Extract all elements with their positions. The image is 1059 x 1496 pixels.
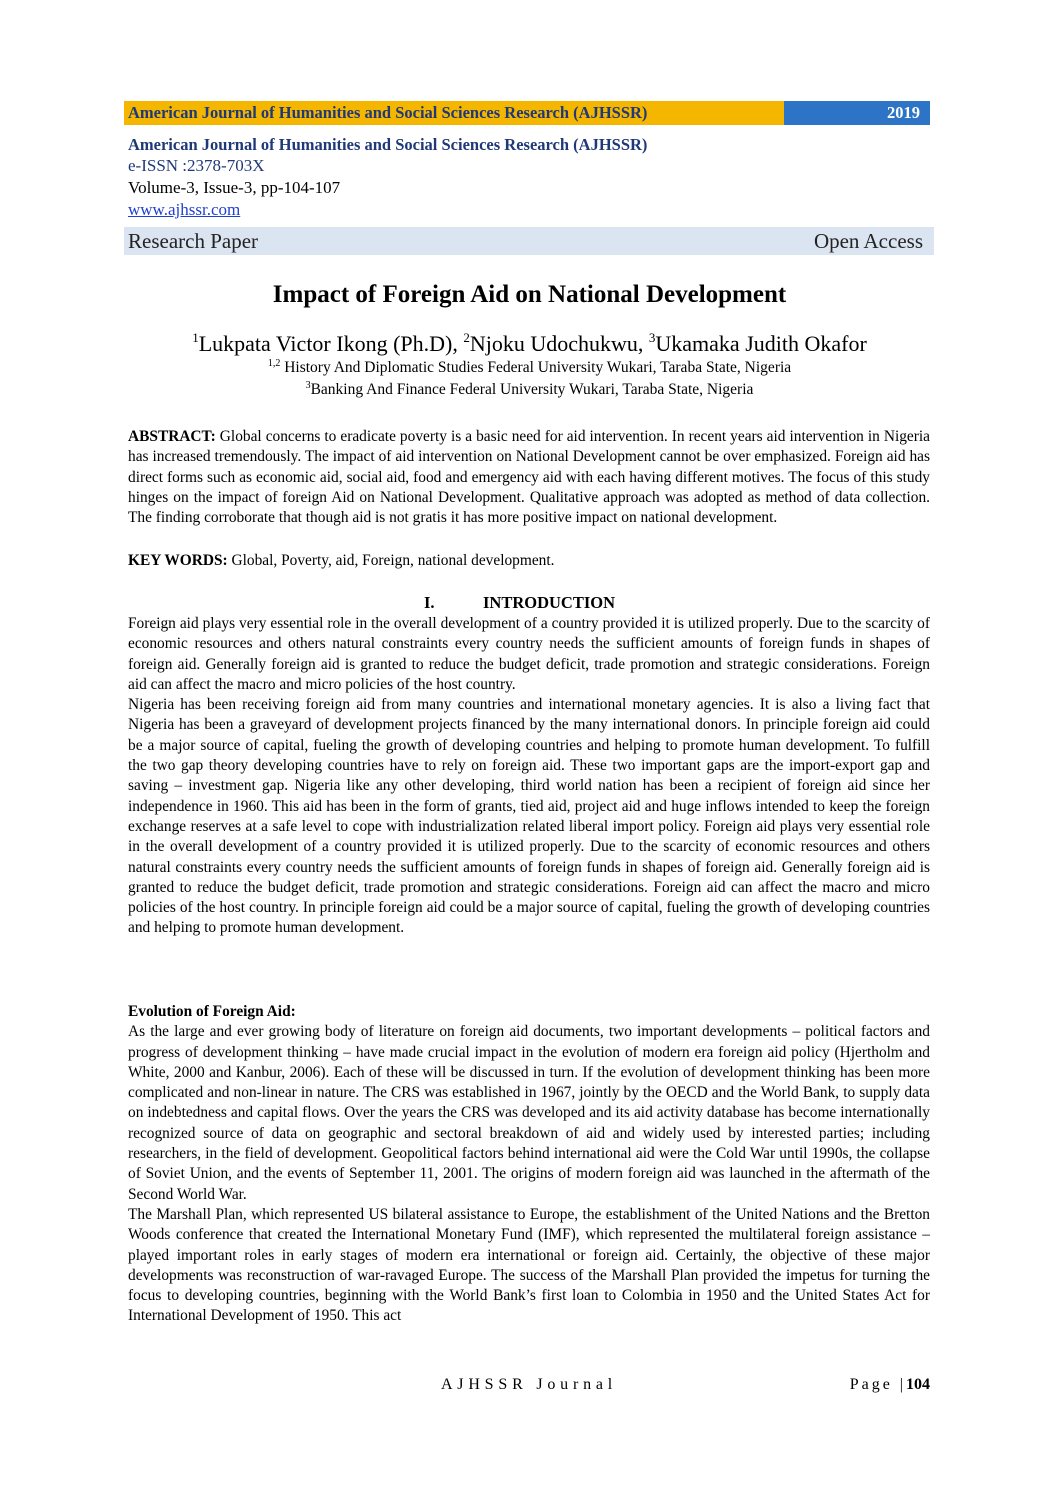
running-header-year: 2019 <box>784 101 930 125</box>
abstract-text: Global concerns to eradicate poverty is a basic need for aid intervention. In recent years aid intervention in Nigeria has increased tremendously. The impact of aid intervention on National Development cannot be over emphasized. Foreign aid has direct forms such as economic aid, social aid, food and emergency aid with each having different motives. The focus of this study hinges on the impact of foreign Aid on National Development. Qualitative approach was adopted as method of data collection. The finding corroborate that though aid is not gratis it has more positive impact on national development. <box>128 428 930 527</box>
author-3-name: Ukamaka Judith Okafor <box>655 331 867 356</box>
paper-type-label: Research Paper <box>128 228 259 253</box>
footer-page-label: Page | <box>849 1376 906 1393</box>
paper-type-bar <box>124 227 934 255</box>
affiliation-2 <box>0 380 1059 400</box>
section-number: I. <box>424 593 435 612</box>
affiliation-2-sup: 3 <box>305 380 311 391</box>
author-1-sup: 1 <box>192 330 199 345</box>
running-header-journal: American Journal of Humanities and Social Sciences Research (AJHSSR) <box>124 101 784 125</box>
intro-paragraph: Foreign aid plays very essential role in the overall development of a country provided it is utilized properly. Due to the scarcity of economic resources and others natural constraints every country needs the sufficient amounts of foreign funds in shapes of foreign aid. Generally foreign aid is granted to reduce the budget deficit, trade promotion and strategic considerations. Foreign aid can affect the macro and micro policies of the host country. <box>128 615 930 693</box>
journal-meta <box>128 134 647 221</box>
affiliation-1-sup: 1,2 <box>267 358 281 369</box>
journal-website-link[interactable]: www.ajhssr.com <box>128 200 241 219</box>
evolution-heading: Evolution of Foreign Aid: <box>128 1003 296 1020</box>
author-1-name: Lukpata Victor Ikong (Ph.D), <box>198 331 464 356</box>
paper-title: Impact of Foreign Aid on National Development <box>272 281 787 308</box>
author-list <box>0 330 1059 358</box>
keywords-text: Global, Poverty, aid, Foreign, national development. <box>227 552 555 569</box>
introduction-body <box>128 614 930 939</box>
affiliation-2-text: Banking And Finance Federal University Wukari, Taraba State, Nigeria <box>310 381 754 398</box>
running-header <box>124 101 930 125</box>
author-3-sup: 3 <box>648 330 656 345</box>
author-2-name: Njoku Udochukwu, <box>469 331 649 356</box>
evolution-paragraph: As the large and ever growing body of literature on foreign aid documents, two important developments – political factors and progress of development thinking – have made crucial impact in the evolution of modern era foreign aid policy (Hjertholm and White, 2000 and Kanbur, 2006). Each of these will be discussed in turn. If the evolution of development thinking has been more complicated and non-linear in nature. The CRS was established in 1967, jointly by the OECD and the World Bank, to supply data on indebtedness and capital flows. Over the years the CRS was developed and its aid activity database has become internationally recognized source of data on geographic and sectoral breakdown of aid and widely used by interested parties; including researchers, in the field of development. Geopolitical factors behind international aid were the Cold War until 1990s, the collapse of Soviet Union, and the events of September 11, 2001. The origins of modern foreign aid was launched in the aftermath of the Second World War. <box>128 1023 930 1203</box>
author-2-sup: 2 <box>463 330 470 345</box>
footer-page-number: 104 <box>906 1376 930 1393</box>
intro-paragraph: Nigeria has been receiving foreign aid from many countries and international monetary agencies. It is also a living fact that Nigeria has been a graveyard of development projects financed by the many international donors. In principle foreign aid could be a major source of capital, fueling the growth of developing countries and helping to promote human development. To fulfill the two gap theory developing countries have to rely on foreign aid. These two important gaps are the import-export gap and saving – investment gap. Nigeria like any other developing, third world nation has been a recipient of foreign aid since her independence in 1960. This aid has been in the form of grants, tied aid, project aid and huge inflows intended to keep the foreign exchange reserves at a safe level to cope with industrialization related liberal import policy. Foreign aid plays very essential role in the overall development of a country provided it is utilized properly. Due to the scarcity of economic resources and others natural constraints every country needs the sufficient amounts of foreign funds in shapes of foreign aid. Generally foreign aid is granted to reduce the budget deficit, trade promotion and strategic considerations. Foreign aid can affect the macro and micro policies of the host country. In principle foreign aid could be a major source of capital, fueling the growth of developing countries and helping to promote human development. <box>128 696 930 937</box>
page-footer <box>128 1374 930 1396</box>
keywords-label: KEY WORDS: <box>128 552 228 569</box>
footer-page <box>850 1374 930 1396</box>
section-title: INTRODUCTION <box>483 593 616 612</box>
footer-journal: AJHSSR Journal <box>440 1376 618 1393</box>
open-access-label: Open Access <box>813 228 923 253</box>
meta-issn: e-ISSN :2378-703X <box>128 156 265 175</box>
abstract-label: ABSTRACT: <box>128 428 216 445</box>
affiliation-1 <box>0 358 1059 378</box>
meta-volume: Volume-3, Issue-3, pp-104-107 <box>128 178 341 197</box>
meta-journal-name: American Journal of Humanities and Social Sciences Research (AJHSSR) <box>128 135 648 154</box>
abstract <box>128 427 930 528</box>
evolution-paragraph: The Marshall Plan, which represented US bilateral assistance to Europe, the establishment of the United Nations and the Bretton Woods conference that created the International Monetary Fund (IMF), which represented the multilateral foreign assistance – played important roles in early stages of modern era international or foreign aid. Certainly, the objective of these major developments was reconstruction of war-ravaged Europe. The success of the Marshall Plan provided the impetus for turning the focus to developing countries, beginning with the World Bank’s first loan to Colombia in 1950 and the United States Act for International Development of 1950. This act <box>128 1205 930 1325</box>
evolution-section <box>128 1002 930 1327</box>
keywords <box>128 551 930 571</box>
affiliation-1-text: History And Diplomatic Studies Federal University Wukari, Taraba State, Nigeria <box>280 359 792 376</box>
